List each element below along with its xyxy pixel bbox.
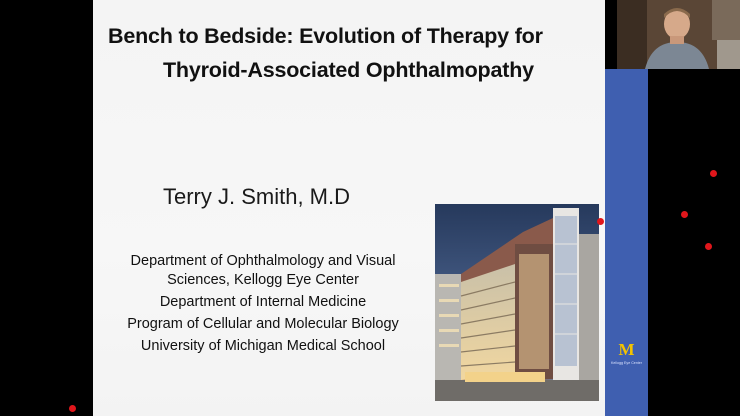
university-logo [605,331,648,375]
affiliation-line: Program of Cellular and Molecular Biology [127,316,399,332]
presentation-slide [93,0,605,416]
pointer-dot [710,170,717,177]
building-image [435,204,599,401]
affiliation-line: Department of Internal Medicine [159,294,367,310]
affiliation-line: Department of Ophthalmology and Visual [130,253,396,269]
pointer-dot [681,211,688,218]
pointer-dot [69,405,76,412]
presenter-name: Terry J. Smith, M.D [163,184,351,209]
logo-subtext: Kellogg Eye Center [611,360,642,365]
pointer-dot [597,218,604,225]
title-line-1: Bench to Bedside: Evolution of Therapy for [108,24,543,48]
affiliation-line: Sciences, Kellogg Eye Center [167,272,359,288]
title-line-2: Thyroid-Associated Ophthalmopathy [163,58,534,82]
pointer-dot [705,243,712,250]
webcam-feed [617,0,740,69]
logo-mark: M [618,339,635,359]
affiliation-line: University of Michigan Medical School [140,338,386,354]
